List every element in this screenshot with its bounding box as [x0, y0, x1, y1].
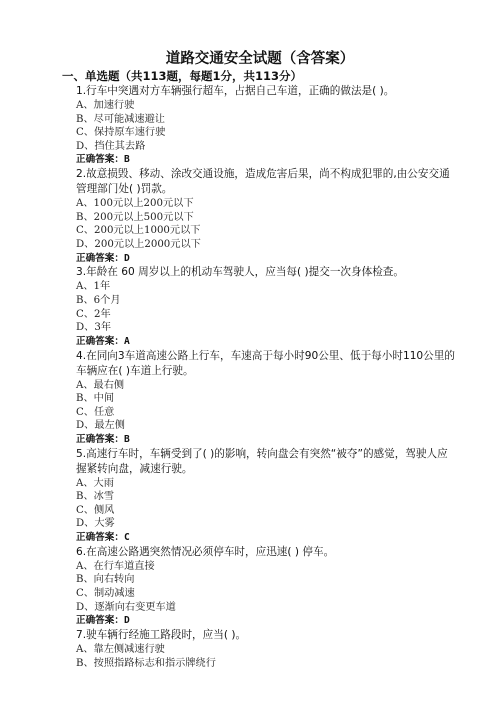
option-b: B、200元以上500元以下: [76, 211, 194, 223]
question-stem: 5.高速行车时，车辆受到了( )的影响，转向盘会有突然“被夺”的感觉，驾驶人应握紧转向盘，减速行驶。: [76, 447, 448, 475]
question-7: [76, 628, 456, 670]
option-a: A、加速行驶: [76, 100, 135, 111]
question-5: [76, 447, 456, 545]
question-3: [76, 265, 456, 348]
document-title: 道路交通安全试题（含答案）: [165, 50, 355, 67]
question-stem: 3.年龄在 60 周岁以上的机动车驾驶人，应当每( )提交一次身体检查。: [76, 266, 404, 279]
option-b: B、尽可能减速避让: [76, 113, 165, 125]
question-stem: 2.故意损毁、移动、涂改交通设施，造成危害后果，尚不构成犯罪的,由公安交通管理部门处( )罚款。: [76, 168, 450, 196]
option-d: D、大雾: [76, 518, 115, 530]
option-a: A、100元以上200元以下: [76, 198, 194, 210]
question-stem: 6.在高速公路遇突然情况必须停车时，应迅速( ) 停车。: [76, 545, 335, 558]
option-b: B、6个月: [76, 294, 121, 306]
answer-line: 正确答案：B: [76, 154, 130, 166]
answer-line: 正确答案：D: [76, 252, 130, 264]
option-a: A、1年: [76, 281, 111, 293]
option-d: D、3年: [76, 322, 112, 334]
section-heading: 一、单选题（共113题，每题1分，共113分）: [62, 69, 303, 83]
option-a: A、靠左侧减速行驶: [76, 644, 165, 656]
option-b: B、中间: [76, 393, 115, 405]
option-d: D、最左侧: [76, 420, 125, 432]
answer-line: 正确答案：A: [76, 335, 130, 347]
option-d: D、逐渐向右变更车道: [76, 601, 176, 613]
option-d: D、200元以上2000元以下: [76, 238, 201, 250]
option-a: A、最右侧: [76, 379, 125, 391]
answer-line: 正确答案：C: [76, 532, 130, 544]
option-b: B、冰雪: [76, 491, 115, 503]
question-stem: 7.驶车辆行经施工路段时，应当( )。: [76, 629, 247, 642]
option-c: C、2年: [76, 308, 111, 320]
answer-line: 正确答案：B: [76, 433, 130, 445]
option-b: B、按照指路标志和指示牌绕行: [76, 657, 216, 669]
question-2: [76, 167, 456, 265]
option-d: D、挡住其去路: [76, 140, 146, 152]
question-1: [76, 84, 456, 167]
option-c: C、任意: [76, 406, 115, 418]
question-stem: 1.行车中突遇对方车辆强行超车，占据自己车道，正确的做法是( )。: [76, 85, 395, 97]
option-a: A、在行车道直接: [76, 560, 155, 572]
answer-line: 正确答案：D: [76, 615, 130, 627]
option-b: B、向右转向: [76, 574, 135, 586]
option-a: A、大雨: [76, 477, 114, 489]
option-c: C、200元以上1000元以下: [76, 225, 201, 237]
option-c: C、保持原车速行驶: [76, 127, 166, 139]
option-c: C、侧风: [76, 504, 115, 516]
question-4: [76, 349, 456, 447]
question-6: [76, 545, 456, 628]
option-c: C、制动减速: [76, 588, 135, 600]
question-stem: 4.在同向3车道高速公路上行车，车速高于每小时90公里、低于每小时110公里的车辆应在( )车道上行驶。: [76, 349, 455, 377]
